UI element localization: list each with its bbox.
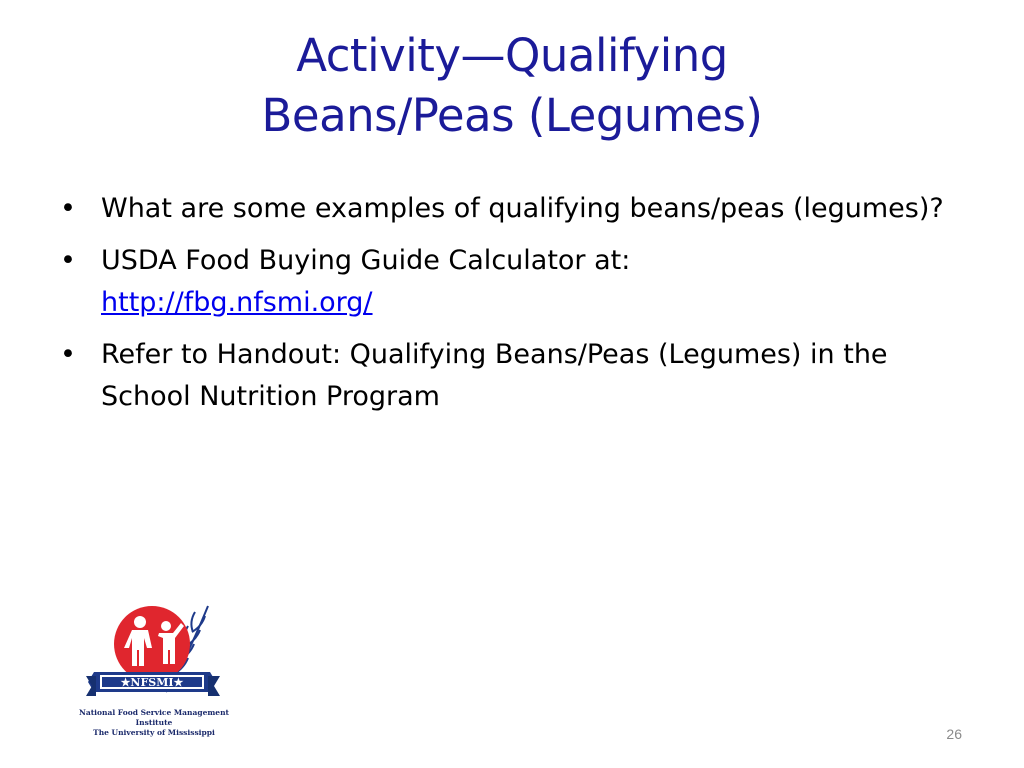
bullet-list (58, 188, 958, 428)
nfsmi-logo (66, 600, 242, 740)
bullet-icon: • (60, 245, 76, 276)
slide-title-line-1: Activity—Qualifying (296, 29, 728, 82)
bullet-text: What are some examples of qualifying beans/peas (legumes)? (101, 193, 944, 224)
page-number: 26 (946, 726, 962, 742)
bullet-item (58, 188, 958, 230)
logo-caption (66, 708, 242, 738)
slide-title (60, 26, 964, 146)
bullet-text: USDA Food Buying Guide Calculator at: (101, 245, 631, 276)
logo-caption-line-2: The University of Mississippi (93, 728, 215, 737)
bullet-item (58, 334, 958, 418)
logo-caption-line-1: National Food Service Management Institute (79, 708, 229, 727)
bullet-item (58, 240, 958, 324)
logo-badge-text: ★NFSMI★ (120, 676, 184, 689)
red-circle (114, 606, 190, 682)
fbg-link[interactable]: http://fbg.nfsmi.org/ (101, 287, 373, 318)
slide-title-line-2: Beans/Peas (Legumes) (261, 89, 763, 142)
bullet-icon: • (60, 339, 76, 370)
bullet-text: Refer to Handout: Qualifying Beans/Peas (Legumes) in the School Nutrition Program (101, 339, 888, 412)
bullet-icon: • (60, 193, 76, 224)
nfsmi-emblem-icon (66, 600, 242, 708)
